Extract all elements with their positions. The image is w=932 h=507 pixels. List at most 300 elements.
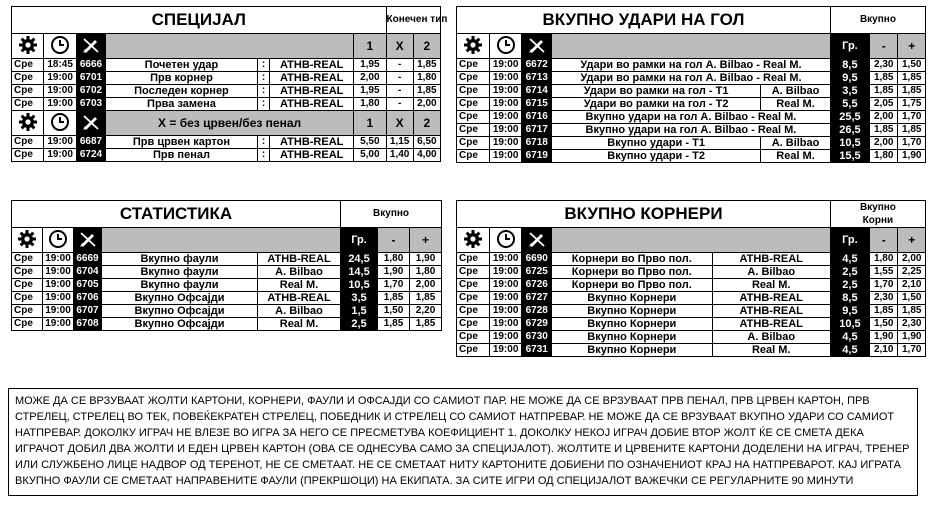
- table-row: [12, 292, 442, 305]
- separator-cell: :: [257, 149, 270, 162]
- odd-minus-cell: 1,80: [869, 253, 898, 266]
- table-row: [457, 292, 926, 305]
- col-1: 1: [354, 34, 387, 59]
- odd-2-cell: 4,00: [413, 149, 440, 162]
- code-cell: 6715: [522, 98, 552, 111]
- udari-rows: [457, 59, 926, 163]
- no-pen-icon: [522, 34, 552, 59]
- time-cell: 19:00: [44, 72, 76, 85]
- korneri-table: [456, 200, 926, 357]
- no-pen-icon: [522, 228, 552, 253]
- odd-plus-cell: 1,85: [898, 124, 926, 137]
- table-row: [12, 149, 441, 162]
- statistika-rows: [12, 253, 442, 331]
- time-cell: 19:00: [43, 279, 74, 292]
- separator-cell: :: [257, 98, 270, 111]
- statistika-title: СТАТИСТИКА: [12, 201, 341, 228]
- code-cell: 6724: [76, 149, 105, 162]
- team-cell: Real M.: [761, 98, 831, 111]
- day-cell: Сре: [457, 124, 490, 137]
- udari-table: [456, 6, 926, 163]
- odd-plus-cell: 1,85: [410, 292, 442, 305]
- table-row: [457, 124, 926, 137]
- day-cell: Сре: [12, 149, 44, 162]
- code-cell: 6719: [522, 150, 552, 163]
- team-cell: Real M.: [258, 318, 341, 331]
- day-cell: Сре: [457, 279, 490, 292]
- day-cell: Сре: [12, 253, 43, 266]
- odd-minus-cell: 1,85: [869, 305, 898, 318]
- specijal-header-blank: [106, 34, 354, 59]
- table-row: [457, 85, 926, 98]
- day-cell: Сре: [457, 59, 490, 72]
- market-name-cell: Вкупно Корнери: [552, 305, 713, 318]
- udari-title: ВКУПНО УДАРИ НА ГОЛ: [457, 7, 831, 34]
- market-name-cell: Прв црвен картон: [106, 136, 258, 149]
- market-name-cell: Вкупно Корнери: [552, 331, 713, 344]
- time-cell: 18:45: [44, 59, 76, 72]
- col-plus: +: [898, 34, 926, 59]
- code-cell: 6713: [522, 72, 552, 85]
- code-cell: 6666: [76, 59, 105, 72]
- code-cell: 6731: [522, 344, 552, 357]
- team-cell: ATHB-REAL: [712, 253, 830, 266]
- odd-plus-cell: 2,25: [898, 266, 926, 279]
- col-1: 1: [354, 111, 387, 136]
- line-cell: 4,5: [830, 331, 869, 344]
- time-cell: 19:00: [489, 72, 522, 85]
- odd-x-cell: -: [386, 85, 413, 98]
- market-name-cell: Удари во рамки на гол A. Bilbao - Real M.: [552, 72, 831, 85]
- odd-minus-cell: 1,55: [869, 266, 898, 279]
- time-cell: 19:00: [489, 253, 522, 266]
- time-cell: 19:00: [43, 305, 74, 318]
- odd-minus-cell: 2,30: [869, 59, 898, 72]
- code-cell: 6725: [522, 266, 552, 279]
- odd-1-cell: 1,95: [354, 85, 387, 98]
- statistika-section: [11, 200, 442, 331]
- odd-x-cell: -: [386, 59, 413, 72]
- day-cell: Сре: [457, 292, 490, 305]
- odd-plus-cell: 1,85: [898, 305, 926, 318]
- odd-plus-cell: 1,80: [410, 266, 442, 279]
- table-row: [12, 136, 441, 149]
- day-cell: Сре: [457, 98, 490, 111]
- line-cell: 25,5: [830, 111, 869, 124]
- odd-minus-cell: 1,80: [869, 150, 898, 163]
- statistika-header-blank: [102, 228, 341, 253]
- no-pen-icon: [74, 228, 102, 253]
- team-cell: A. Bilbao: [258, 266, 341, 279]
- line-cell: 14,5: [341, 266, 378, 279]
- team-cell: ATHB-REAL: [258, 292, 341, 305]
- clock-icon: [489, 34, 522, 59]
- specijal-section: [11, 6, 448, 162]
- table-row: [457, 305, 926, 318]
- day-cell: Сре: [12, 279, 43, 292]
- line-cell: 8,5: [830, 59, 869, 72]
- specijal-table: [11, 6, 448, 162]
- line-cell: 10,5: [830, 137, 869, 150]
- code-cell: 6729: [522, 318, 552, 331]
- market-name-cell: Корнери во Прво пол.: [552, 266, 713, 279]
- odd-minus-cell: 2,30: [869, 292, 898, 305]
- rules-note: МОЖЕ ДА СЕ ВРЗУВААТ ЖОЛТИ КАРТОНИ, КОРНЕРИ, ФАУЛИ И ОФСАЈДИ СО САМИОТ ПАР. НЕ МОЖЕ ДА СЕ ВРЗУВААТ ПРВ ПЕНАЛ, ПРВ ЦРВЕН КАРТОН, ПРВ СТРЕЛЕЦ, СТРЕЛЕЦ ВО ТЕК, ПОВЕЌЕКРАТЕН СТРЕЛЕЦ, ПОБЕДНИК И СТРЕЛЕЦ СО САМИОТ НАТПРЕВАР. НЕ МОЖЕ ДА СЕ ВРЗУВААТ ВКУПНО УДАРИ СО САМИОТ НАТПРЕВАР. ДОКОЛКУ ИГРАЧ НЕ ВЛЕЗЕ ВО ИГРА ЗА НЕГО СЕ ПРЕСМЕТУВА КОЕФИЦИЕНТ 1. ДОКОЛКУ НЕКОЈ ИГРАЧ ДОБИЕ ВТОР ЖОЛТ ЌЕ СЕ СМЕТА ДЕКА ИГРАЧОТ ДОБИЛ ДВА ЖОЛТИ И ЕДЕН ЦРВЕН КАРТОН (ОВА СЕ ОДНЕСУВА САМО ЗА СПЕЦИЈАЛОТ). ЖОЛТИТЕ И ЦРВЕНИТЕ КАРТОНИ ДОДЕЛЕНИ НА ИГРАЧ, ТРЕНЕР ИЛИ СЛУЖБЕНО ЛИЦЕ НАДВОР ОД ТЕРЕНОТ, НЕ СЕ СМЕТААТ. НЕ СЕ СМЕТААТ НИТУ КАРТОНИТЕ ДОБИЕНИ ПО ОЗНАЧЕНИОТ КРАЈ НА НАТПРЕВАРОТ. КАЈ ИГРАТА ВКУПНО ФАУЛИ СЕ СМЕТААТ НАПРАВЕНИТЕ ФАУЛИ (ПРЕКРШОЦИ) НА ЕКИПАТА. ЗА СИТЕ ИГРИ ОД СПЕЦИЈАЛОТ ВАЖЕЧКИ СЕ РЕГУЛАРНИТЕ 90 МИНУТИ: [8, 388, 918, 496]
- market-name-cell: Вкупно Офсајди: [102, 305, 258, 318]
- korneri-header-blank: [552, 228, 831, 253]
- code-cell: 6716: [522, 111, 552, 124]
- no-pen-icon: [76, 34, 105, 59]
- korneri-rows: [457, 253, 926, 357]
- team-cell: Real M.: [258, 279, 341, 292]
- code-cell: 6702: [76, 85, 105, 98]
- col-minus: -: [869, 34, 898, 59]
- korneri-title: ВКУПНО КОРНЕРИ: [457, 201, 831, 228]
- line-cell: 3,5: [830, 85, 869, 98]
- odd-2-cell: 1,80: [413, 72, 440, 85]
- clock-icon: [44, 111, 76, 136]
- line-cell: 9,5: [830, 305, 869, 318]
- day-cell: Сре: [12, 266, 43, 279]
- separator-cell: :: [257, 72, 270, 85]
- col-gr: Гр.: [341, 228, 378, 253]
- code-cell: 6706: [74, 292, 102, 305]
- market-name-cell: Прв корнер: [106, 72, 258, 85]
- market-name-cell: Вкупно удари на гол A. Bilbao - Real M.: [552, 111, 831, 124]
- table-row: [12, 98, 441, 111]
- line-cell: 26,5: [830, 124, 869, 137]
- odd-1-cell: 1,95: [354, 59, 387, 72]
- odd-minus-cell: 1,90: [869, 331, 898, 344]
- table-row: [12, 59, 441, 72]
- team-cell: A. Bilbao: [761, 85, 831, 98]
- line-cell: 1,5: [341, 305, 378, 318]
- korneri-section: [456, 200, 926, 357]
- col-x: X: [386, 34, 413, 59]
- korneri-head-line-2: Корни: [862, 215, 894, 226]
- specijal-head-label: Конечен тип: [386, 7, 440, 34]
- market-name-cell: Прва замена: [106, 98, 258, 111]
- code-cell: 6708: [74, 318, 102, 331]
- time-cell: 19:00: [489, 59, 522, 72]
- odd-minus-cell: 1,50: [378, 305, 410, 318]
- odd-minus-cell: 1,70: [378, 279, 410, 292]
- day-cell: Сре: [457, 344, 490, 357]
- day-cell: Сре: [12, 72, 44, 85]
- time-cell: 19:00: [44, 149, 76, 162]
- table-row: [12, 279, 442, 292]
- market-name-cell: Корнери во Прво пол.: [552, 253, 713, 266]
- time-cell: 19:00: [489, 305, 522, 318]
- odd-1-cell: 2,00: [354, 72, 387, 85]
- line-cell: 15,5: [830, 150, 869, 163]
- team-cell: ATHB-REAL: [270, 85, 354, 98]
- day-cell: Сре: [12, 59, 44, 72]
- gear-icon: [12, 111, 44, 136]
- col-gr: Гр.: [830, 34, 869, 59]
- code-cell: 6730: [522, 331, 552, 344]
- table-row: [457, 98, 926, 111]
- table-row: [457, 111, 926, 124]
- odd-plus-cell: 2,00: [898, 253, 926, 266]
- team-cell: ATHB-REAL: [270, 59, 354, 72]
- table-row: [457, 59, 926, 72]
- odd-plus-cell: 2,20: [410, 305, 442, 318]
- specijal-rows-2: [12, 136, 441, 162]
- odd-x-cell: -: [386, 72, 413, 85]
- day-cell: Сре: [12, 292, 43, 305]
- table-row: [457, 318, 926, 331]
- line-cell: 10,5: [830, 318, 869, 331]
- col-x: X: [386, 111, 413, 136]
- market-name-cell: Вкупно Корнери: [552, 318, 713, 331]
- odd-plus-cell: 2,00: [410, 279, 442, 292]
- clock-icon: [44, 34, 76, 59]
- market-name-cell: Удари во рамки на гол - Т1: [552, 85, 761, 98]
- odd-plus-cell: 1,85: [898, 85, 926, 98]
- separator-cell: :: [257, 136, 270, 149]
- line-cell: 24,5: [341, 253, 378, 266]
- table-row: [12, 305, 442, 318]
- line-cell: 10,5: [341, 279, 378, 292]
- col-2: 2: [413, 111, 440, 136]
- odd-plus-cell: 2,10: [898, 279, 926, 292]
- time-cell: 19:00: [44, 85, 76, 98]
- table-row: [12, 266, 442, 279]
- team-cell: ATHB-REAL: [258, 253, 341, 266]
- market-name-cell: Вкупно фаули: [102, 253, 258, 266]
- table-row: [12, 85, 441, 98]
- day-cell: Сре: [457, 111, 490, 124]
- col-2: 2: [413, 34, 440, 59]
- specijal-rows: [12, 59, 441, 111]
- specijal-sub-title: X = без црвен/без пенал: [106, 111, 354, 136]
- time-cell: 19:00: [44, 136, 76, 149]
- separator-cell: :: [257, 59, 270, 72]
- market-name-cell: Прв пенал: [106, 149, 258, 162]
- day-cell: Сре: [457, 305, 490, 318]
- clock-icon: [43, 228, 74, 253]
- specijal-title: СПЕЦИЈАЛ: [12, 7, 387, 34]
- code-cell: 6727: [522, 292, 552, 305]
- line-cell: 2,5: [830, 266, 869, 279]
- no-pen-icon: [76, 111, 105, 136]
- team-cell: ATHB-REAL: [712, 318, 830, 331]
- odd-plus-cell: 1,75: [898, 98, 926, 111]
- udari-head-label: Вкупно: [830, 7, 925, 34]
- line-cell: 4,5: [830, 253, 869, 266]
- time-cell: 19:00: [489, 331, 522, 344]
- code-cell: 6718: [522, 137, 552, 150]
- statistika-table: [11, 200, 442, 331]
- day-cell: Сре: [12, 305, 43, 318]
- code-cell: 6728: [522, 305, 552, 318]
- team-cell: A. Bilbao: [258, 305, 341, 318]
- code-cell: 6672: [522, 59, 552, 72]
- odd-2-cell: 1,85: [413, 59, 440, 72]
- odd-x-cell: -: [386, 98, 413, 111]
- line-cell: 2,5: [341, 318, 378, 331]
- time-cell: 19:00: [489, 279, 522, 292]
- gear-icon: [12, 34, 44, 59]
- clock-icon: [489, 228, 522, 253]
- code-cell: 6701: [76, 72, 105, 85]
- day-cell: Сре: [12, 98, 44, 111]
- korneri-head-line-1: Вкупно: [859, 202, 896, 213]
- col-minus: -: [869, 228, 898, 253]
- market-name-cell: Вкупно удари - Т2: [552, 150, 761, 163]
- line-cell: 8,5: [830, 292, 869, 305]
- odd-plus-cell: 1,70: [898, 137, 926, 150]
- market-name-cell: Вкупно фаули: [102, 279, 258, 292]
- market-name-cell: Вкупно удари на гол A. Bilbao - Real M.: [552, 124, 831, 137]
- odd-plus-cell: 1,90: [898, 150, 926, 163]
- time-cell: 19:00: [489, 266, 522, 279]
- code-cell: 6703: [76, 98, 105, 111]
- code-cell: 6687: [76, 136, 105, 149]
- table-row: [457, 266, 926, 279]
- team-cell: ATHB-REAL: [270, 98, 354, 111]
- code-cell: 6669: [74, 253, 102, 266]
- code-cell: 6726: [522, 279, 552, 292]
- code-cell: 6707: [74, 305, 102, 318]
- line-cell: 2,5: [830, 279, 869, 292]
- odd-minus-cell: 1,70: [869, 279, 898, 292]
- line-cell: 4,5: [830, 344, 869, 357]
- line-cell: 3,5: [341, 292, 378, 305]
- market-name-cell: Вкупно Корнери: [552, 292, 713, 305]
- line-cell: 5,5: [830, 98, 869, 111]
- odd-minus-cell: 1,85: [378, 292, 410, 305]
- day-cell: Сре: [12, 85, 44, 98]
- team-cell: ATHB-REAL: [270, 72, 354, 85]
- time-cell: 19:00: [489, 124, 522, 137]
- day-cell: Сре: [457, 253, 490, 266]
- day-cell: Сре: [457, 318, 490, 331]
- market-name-cell: Вкупно Офсајди: [102, 292, 258, 305]
- table-row: [457, 331, 926, 344]
- col-minus: -: [378, 228, 410, 253]
- code-cell: 6690: [522, 253, 552, 266]
- statistika-head-label: Вкупно: [341, 201, 442, 228]
- code-cell: 6714: [522, 85, 552, 98]
- odd-1-cell: 1,80: [354, 98, 387, 111]
- time-cell: 19:00: [489, 111, 522, 124]
- odd-minus-cell: 1,85: [869, 72, 898, 85]
- col-plus: +: [898, 228, 926, 253]
- team-cell: Real M.: [712, 279, 830, 292]
- table-row: [12, 318, 442, 331]
- day-cell: Сре: [457, 150, 490, 163]
- day-cell: Сре: [457, 266, 490, 279]
- table-row: [457, 253, 926, 266]
- odd-2-cell: 2,00: [413, 98, 440, 111]
- team-cell: A. Bilbao: [712, 331, 830, 344]
- line-cell: 9,5: [830, 72, 869, 85]
- market-name-cell: Удари во рамки на гол - Т2: [552, 98, 761, 111]
- odd-plus-cell: 1,70: [898, 111, 926, 124]
- team-cell: ATHB-REAL: [270, 149, 354, 162]
- market-name-cell: Почетен удар: [106, 59, 258, 72]
- day-cell: Сре: [12, 318, 43, 331]
- odd-minus-cell: 2,10: [869, 344, 898, 357]
- code-cell: 6705: [74, 279, 102, 292]
- time-cell: 19:00: [43, 253, 74, 266]
- table-row: [12, 72, 441, 85]
- day-cell: Сре: [12, 136, 44, 149]
- time-cell: 19:00: [44, 98, 76, 111]
- odd-minus-cell: 1,80: [378, 253, 410, 266]
- odd-plus-cell: 1,70: [898, 344, 926, 357]
- team-cell: A. Bilbao: [712, 266, 830, 279]
- gear-icon: [12, 228, 43, 253]
- col-plus: +: [410, 228, 442, 253]
- time-cell: 19:00: [43, 318, 74, 331]
- time-cell: 19:00: [489, 344, 522, 357]
- team-cell: ATHB-REAL: [712, 292, 830, 305]
- market-name-cell: Вкупно удари - Т1: [552, 137, 761, 150]
- time-cell: 19:00: [489, 98, 522, 111]
- day-cell: Сре: [457, 137, 490, 150]
- odd-1-cell: 5,00: [354, 149, 387, 162]
- korneri-head-label: [830, 201, 925, 228]
- odd-plus-cell: 2,30: [898, 318, 926, 331]
- table-row: [12, 253, 442, 266]
- udari-header-blank: [552, 34, 831, 59]
- team-cell: ATHB-REAL: [270, 136, 354, 149]
- odd-plus-cell: 1,85: [898, 72, 926, 85]
- team-cell: ATHB-REAL: [712, 305, 830, 318]
- odd-minus-cell: 2,00: [869, 137, 898, 150]
- odd-minus-cell: 1,85: [378, 318, 410, 331]
- odd-plus-cell: 1,90: [898, 331, 926, 344]
- odd-minus-cell: 1,50: [869, 318, 898, 331]
- gear-icon: [457, 228, 490, 253]
- code-cell: 6717: [522, 124, 552, 137]
- market-name-cell: Вкупно Корнери: [552, 344, 713, 357]
- market-name-cell: Удари во рамки на гол A. Bilbao - Real M.: [552, 59, 831, 72]
- time-cell: 19:00: [489, 292, 522, 305]
- odd-minus-cell: 1,85: [869, 85, 898, 98]
- table-row: [457, 279, 926, 292]
- market-name-cell: Вкупно фаули: [102, 266, 258, 279]
- odd-minus-cell: 1,90: [378, 266, 410, 279]
- udari-section: [456, 6, 926, 163]
- time-cell: 19:00: [489, 137, 522, 150]
- team-cell: A. Bilbao: [761, 137, 831, 150]
- market-name-cell: Последен корнер: [106, 85, 258, 98]
- col-gr: Гр.: [830, 228, 869, 253]
- team-cell: Real M.: [761, 150, 831, 163]
- gear-icon: [457, 34, 490, 59]
- table-row: [457, 72, 926, 85]
- table-row: [457, 344, 926, 357]
- odd-minus-cell: 2,05: [869, 98, 898, 111]
- odd-plus-cell: 1,50: [898, 59, 926, 72]
- code-cell: 6704: [74, 266, 102, 279]
- market-name-cell: Корнери во Прво пол.: [552, 279, 713, 292]
- table-row: [457, 137, 926, 150]
- odd-plus-cell: 1,85: [410, 318, 442, 331]
- day-cell: Сре: [457, 331, 490, 344]
- odd-plus-cell: 1,50: [898, 292, 926, 305]
- team-cell: Real M.: [712, 344, 830, 357]
- odd-plus-cell: 1,90: [410, 253, 442, 266]
- time-cell: 19:00: [489, 318, 522, 331]
- odd-1-cell: 5,50: [354, 136, 387, 149]
- odd-x-cell: 1,40: [386, 149, 413, 162]
- separator-cell: :: [257, 85, 270, 98]
